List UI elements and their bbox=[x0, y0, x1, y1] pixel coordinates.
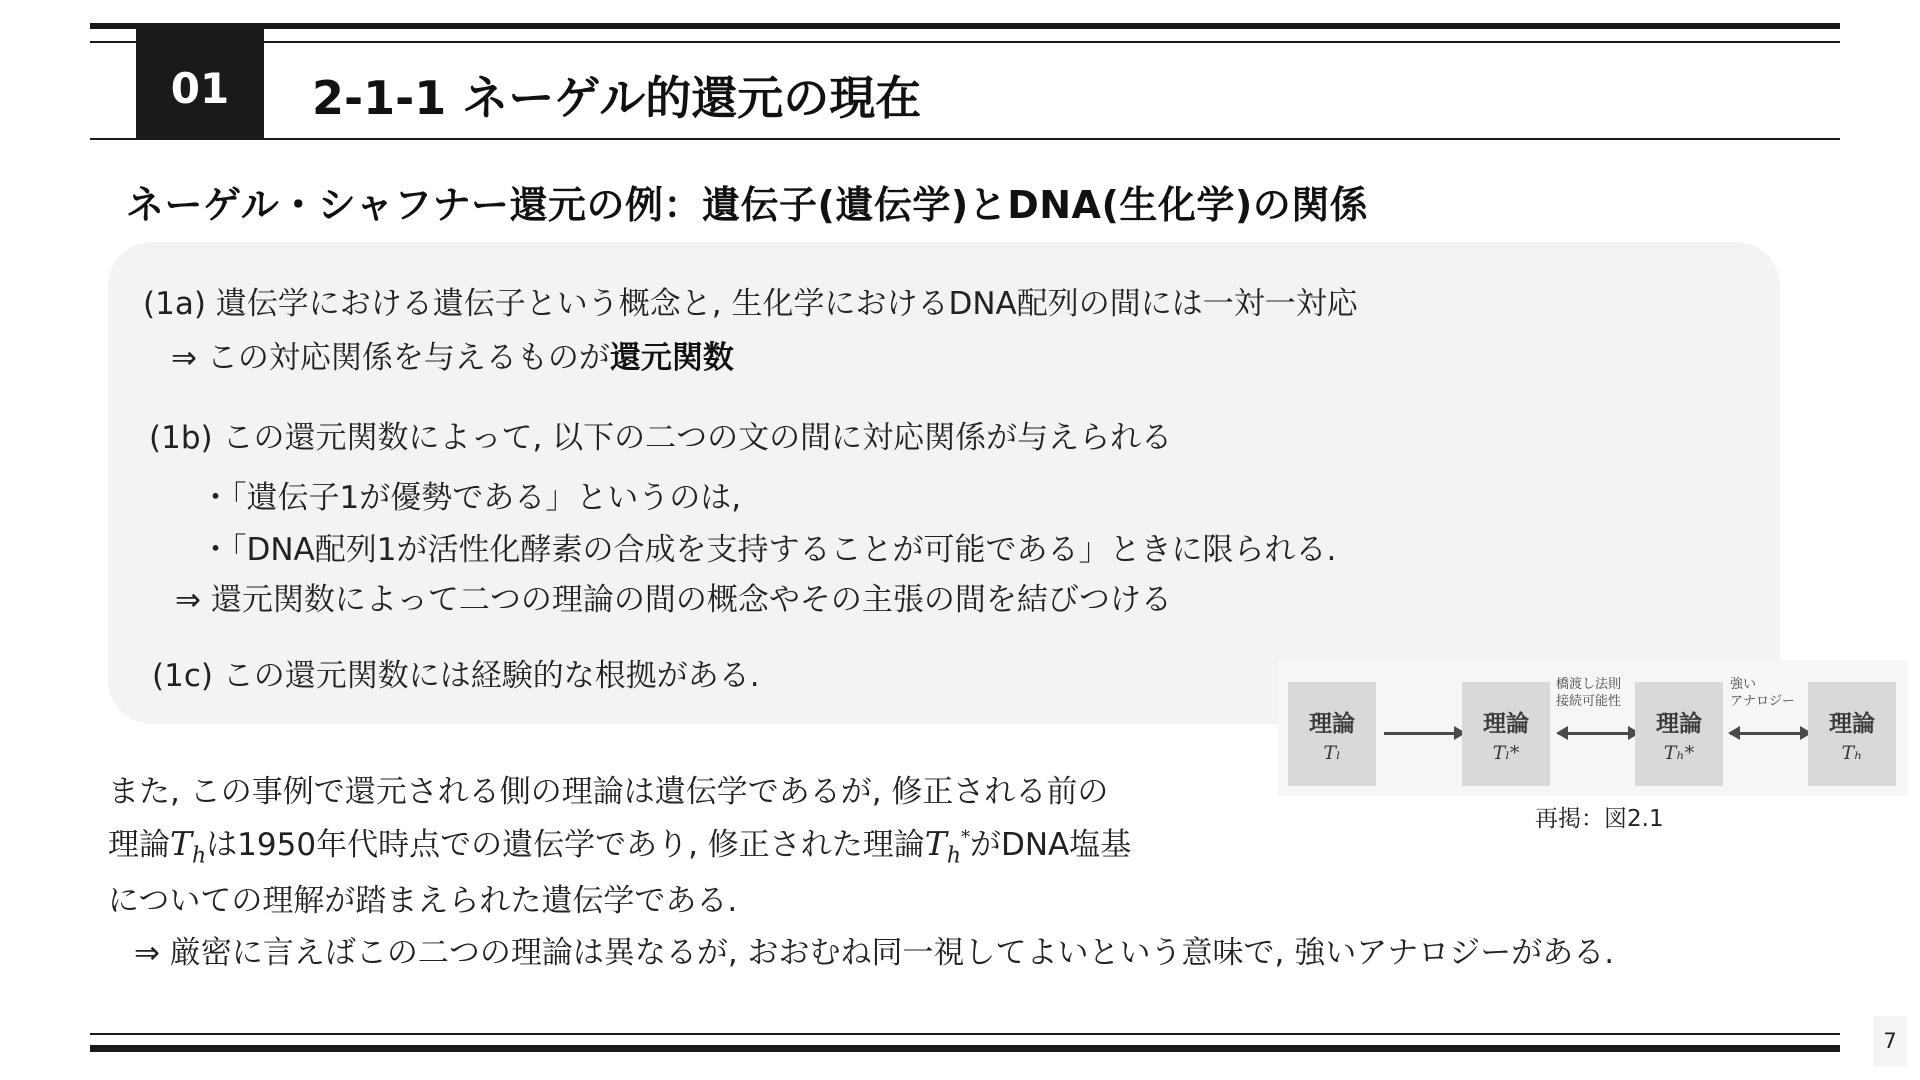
theory-box-symbol: Tₕ bbox=[1841, 741, 1863, 764]
double-arrow-bridge bbox=[1558, 732, 1638, 735]
theory-reduction-diagram bbox=[1278, 660, 1908, 796]
math-subscript: h bbox=[946, 843, 961, 869]
reduction-function-term: 還元関数 bbox=[609, 340, 734, 376]
double-arrow-analogy bbox=[1730, 732, 1810, 735]
top-rule-thin bbox=[90, 41, 1840, 43]
theory-box-symbol: Tₕ* bbox=[1663, 741, 1695, 764]
math-base: T bbox=[170, 824, 193, 863]
bridge-law-label-line2: 接続可能性 bbox=[1556, 694, 1622, 709]
paragraph-line-2 bbox=[108, 815, 1258, 879]
paragraph-text: 理論 bbox=[108, 827, 170, 863]
point-1b: (1b) この還元関数によって, 以下の二つの文の間に対応関係が与えられる bbox=[149, 420, 1173, 456]
point-1a-conclusion bbox=[171, 332, 734, 377]
point-1a: (1a) 遺伝学における遺伝子という概念と, 生化学におけるDNA配列の間には一対一対応 bbox=[143, 286, 1358, 322]
strong-analogy-label-line2: アナロジー bbox=[1730, 694, 1796, 709]
bridge-law-label-line1: 橋渡し法則 bbox=[1556, 677, 1622, 692]
bottom-rule-thick bbox=[90, 1045, 1840, 1052]
math-subscript: h bbox=[192, 843, 207, 869]
paragraph-line-1: また, この事例で還元される側の理論は遺伝学であるが, 修正される前の bbox=[108, 774, 1109, 810]
theory-box-label: 理論 bbox=[1309, 710, 1355, 737]
math-base: T bbox=[924, 824, 947, 863]
top-rule-thick bbox=[90, 23, 1840, 29]
theory-box-label: 理論 bbox=[1483, 710, 1529, 737]
explanation-paragraph bbox=[108, 770, 1258, 924]
theory-box-symbol: Tₗ* bbox=[1492, 741, 1520, 764]
math-t-h bbox=[170, 824, 207, 869]
point-1a-arrow-text: ⇒ この対応関係を与えるものが bbox=[171, 340, 610, 376]
strong-analogy-label-line1: 強い bbox=[1730, 677, 1757, 692]
paragraph-text: がDNA塩基 bbox=[969, 827, 1132, 863]
bridge-law-label bbox=[1556, 676, 1621, 710]
theory-box-tl bbox=[1288, 682, 1376, 786]
paragraph-text: は1950年代時点での遺伝学であり, 修正された理論 bbox=[206, 827, 925, 863]
bullet-statement-2: ・「DNA配列1が活性化酵素の合成を支持することが可能である」ときに限られる. bbox=[200, 532, 1337, 568]
theory-box-symbol: Tₗ bbox=[1323, 741, 1341, 764]
section-number-badge: 01 bbox=[136, 27, 264, 139]
page-number: 7 bbox=[1873, 1016, 1907, 1066]
slide-title: 2-1-1 ネーゲル的還元の現在 bbox=[312, 71, 922, 125]
title-underline bbox=[90, 138, 1840, 140]
math-t-h-star bbox=[924, 824, 970, 869]
point-1b-conclusion: ⇒ 還元関数によって二つの理論の間の概念やその主張の間を結びつける bbox=[175, 582, 1172, 618]
strong-analogy-label bbox=[1730, 676, 1795, 710]
theory-box-th-star bbox=[1635, 682, 1723, 786]
conclusion-line: ⇒ 厳密に言えばこの二つの理論は異なるが, おおむね同一視してよいという意味で, 強いアナロジーがある. bbox=[134, 935, 1615, 971]
slide-subtitle: ネーゲル・シャフナー還元の例：遺伝子(遺伝学)とDNA(生化学)の関係 bbox=[126, 183, 1369, 227]
bottom-rule-thin bbox=[90, 1033, 1840, 1035]
math-superscript: * bbox=[960, 827, 970, 848]
point-1c: (1c) この還元関数には経験的な根拠がある. bbox=[152, 658, 760, 694]
theory-box-tl-star bbox=[1462, 682, 1550, 786]
theory-box-label: 理論 bbox=[1829, 710, 1875, 737]
arrow-right bbox=[1384, 732, 1464, 735]
theory-box-label: 理論 bbox=[1656, 710, 1702, 737]
theory-box-th bbox=[1808, 682, 1896, 786]
figure-caption: 再掲：図2.1 bbox=[1535, 806, 1664, 832]
bullet-statement-1: ・「遺伝子1が優勢である」というのは, bbox=[200, 480, 742, 516]
paragraph-line-3: についての理解が踏まえられた遺伝学である. bbox=[108, 882, 738, 919]
